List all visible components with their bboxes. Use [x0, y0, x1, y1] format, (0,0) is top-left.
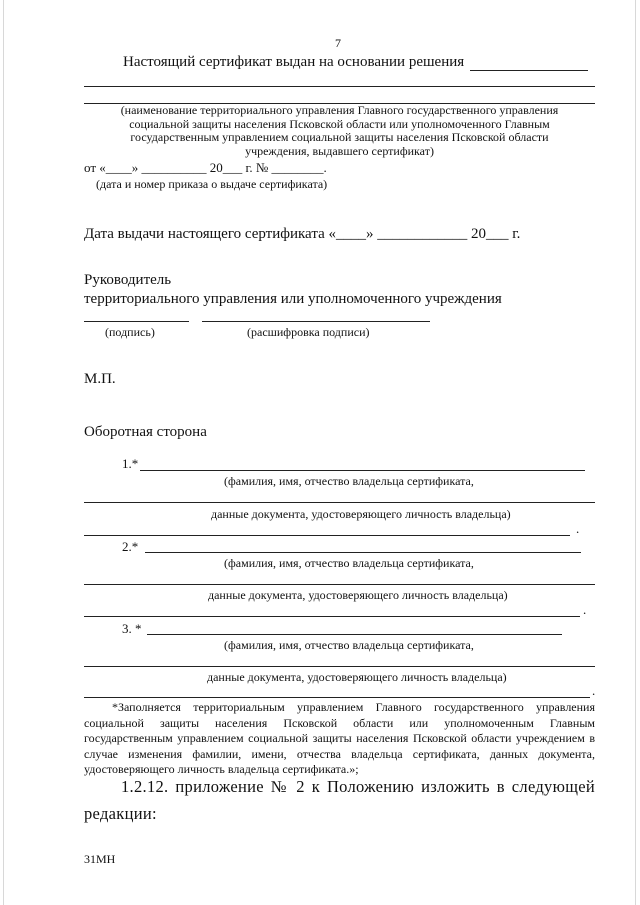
authority-caption-line: государственным управлением социальной защиты населения Псковской области: [130, 130, 549, 144]
authority-caption-line: учреждения, выдавшего сертификат): [245, 143, 434, 158]
entry-name-caption: (фамилия, имя, отчество владельца сертификата,: [224, 474, 474, 488]
authority-blank-line-1: [84, 86, 595, 87]
signatory-title: Руководитель: [84, 272, 172, 288]
decoding-caption: (расшифровка подписи): [247, 325, 370, 339]
entry-extra-line: [84, 616, 580, 617]
scan-edge-right: [635, 0, 636, 905]
entry-document-caption: данные документа, удостоверяющего личность владельца): [211, 507, 511, 521]
basis-text: Настоящий сертификат выдан на основании решения: [123, 54, 465, 70]
entry-extra-line: [84, 535, 570, 536]
amendment-paragraph: 1.2.12. приложение № 2 к Положению изложить в следующей редакции:: [84, 777, 595, 823]
entry-name-caption: (фамилия, имя, отчество владельца сертификата,: [224, 638, 474, 652]
order-line: от «____» __________ 20___ г. № ________.: [84, 160, 327, 175]
signature-decoding-line: [202, 321, 430, 322]
entry-number: 3. *: [122, 621, 142, 636]
page-number: 7: [335, 36, 341, 50]
entry-end-mark: .: [576, 521, 580, 536]
signature-caption: (подпись): [105, 325, 155, 339]
entry-end-mark: .: [592, 683, 596, 698]
basis-blank-line: [470, 70, 588, 71]
stamp-mark: М.П.: [84, 371, 116, 387]
authority-caption: [84, 104, 595, 158]
signatory-subtitle: территориального управления или уполномоченного учреждения: [84, 291, 502, 307]
footer-code: 31МН: [84, 852, 116, 866]
entry-end-mark: .: [583, 602, 587, 617]
entry-document-caption: данные документа, удостоверяющего личность владельца): [208, 588, 508, 602]
reverse-side-heading: Оборотная сторона: [84, 424, 207, 440]
entry-document-caption: данные документа, удостоверяющего личность владельца): [207, 670, 507, 684]
entry-document-line: [84, 584, 595, 585]
entry-name-caption: (фамилия, имя, отчество владельца сертификата,: [224, 556, 474, 570]
entry-name-line: [145, 552, 581, 553]
entry-document-line: [84, 666, 595, 667]
entry-name-line: [147, 634, 562, 635]
entry-number: 2.*: [122, 539, 139, 554]
issue-date-line: Дата выдачи настоящего сертификата «____» ____________ 20___ г.: [84, 226, 521, 242]
entry-name-line: [140, 470, 585, 471]
signature-line: [84, 321, 189, 322]
entry-document-line: [84, 502, 595, 503]
authority-caption-line: (наименование территориального управления Главного государственного управления: [120, 103, 559, 117]
entry-extra-line: [84, 697, 590, 698]
footnote: *Заполняется территориальным управлением Главного государственного управления социальной защиты населения Псковской области или уполномоченным Главным государственным управлением социальной защиты населения Псковской области учреждением в случае изменения фамилии, имени, отчества владельца сертификата, данных документа, удостоверяющего личность владельца сертификата.»;: [84, 700, 595, 776]
entry-number: 1.*: [122, 456, 139, 471]
scan-edge-left: [3, 0, 4, 905]
authority-caption-line: социальной защиты населения Псковской области или уполномоченного Главным: [129, 116, 550, 131]
order-caption: (дата и номер приказа о выдаче сертификата): [96, 177, 328, 191]
